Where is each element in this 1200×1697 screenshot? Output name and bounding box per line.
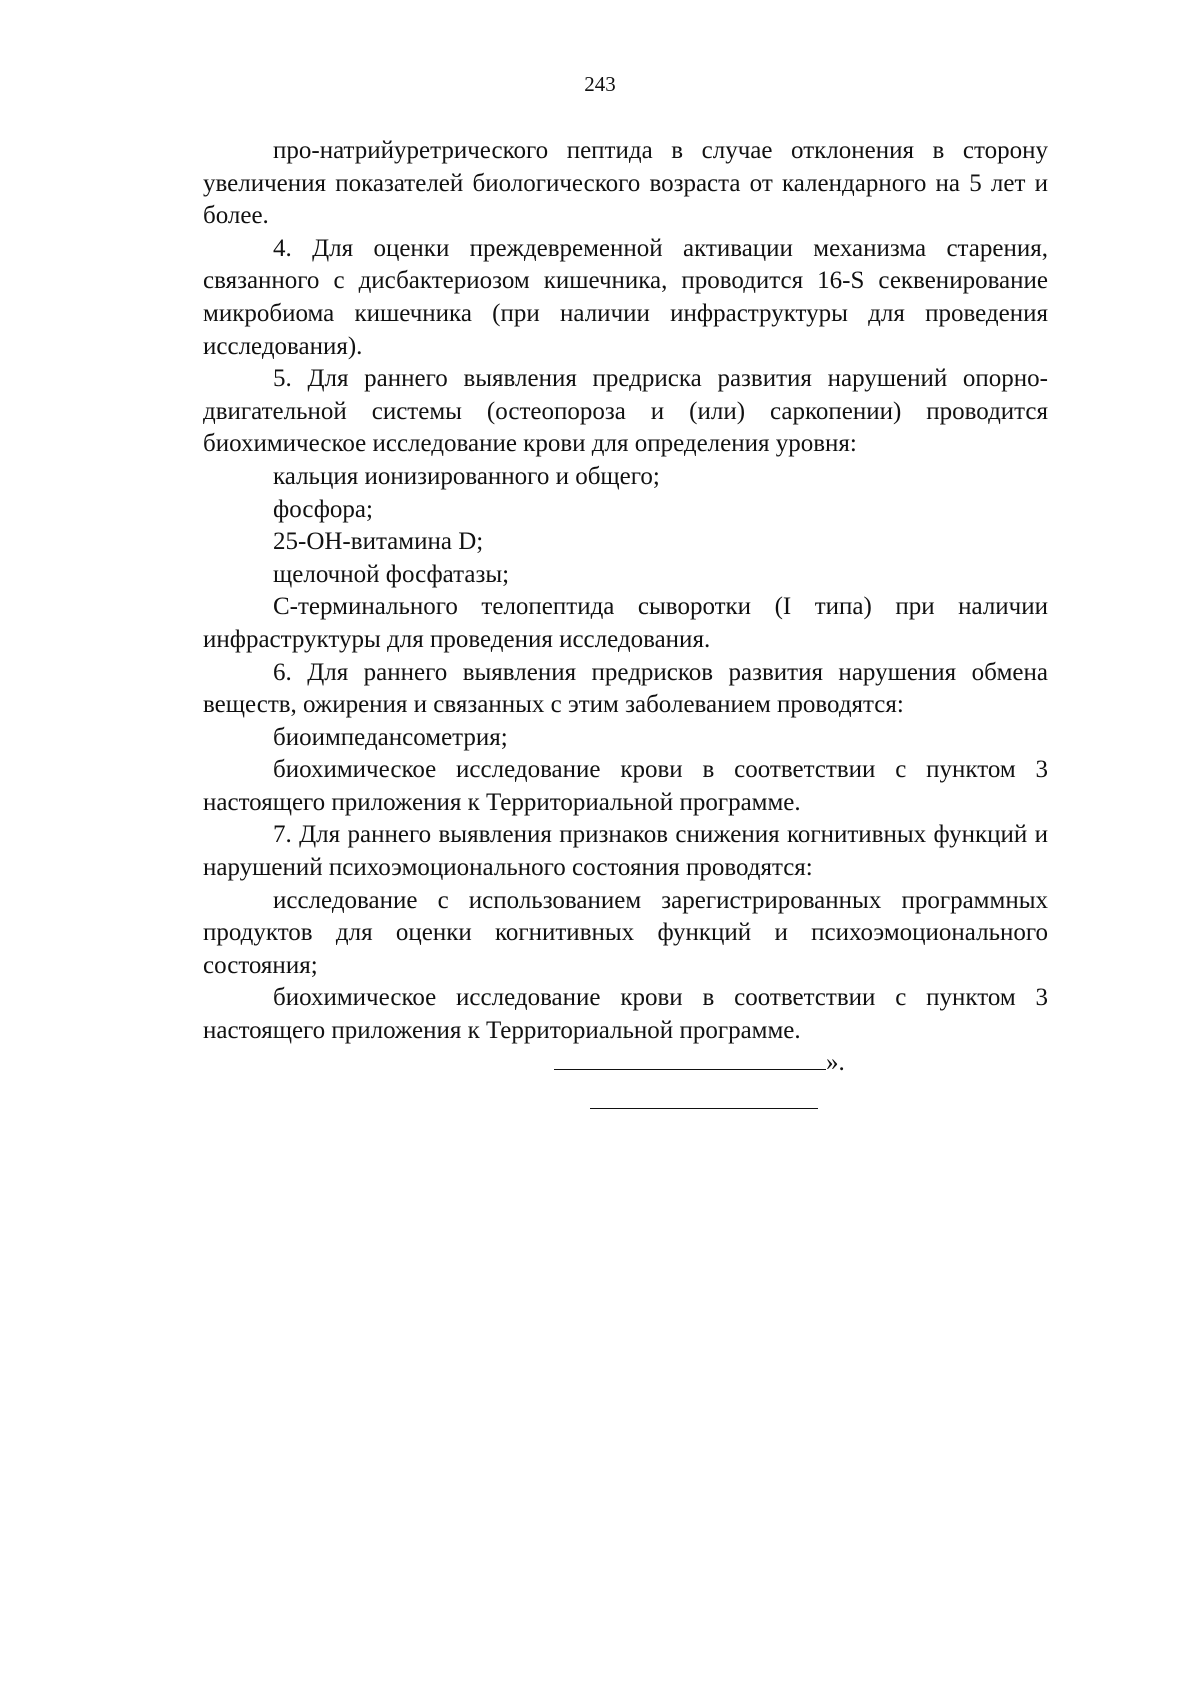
paragraph-item-5: 5. Для раннего выявления предриска развития нарушений опорно-двигательной системы (остеопороза и (или) саркопении) проводится биохимическое исследование крови для определения уровня:	[203, 365, 1048, 458]
list-item-calcium: кальция ионизированного и общего;	[273, 462, 660, 490]
page-number: 243	[584, 72, 616, 96]
paragraph-item-6: 6. Для раннего выявления предрисков развития нарушения обмена веществ, ожирения и связанных с этим заболеванием проводятся:	[203, 658, 1048, 719]
list-item-c-telopeptide: С-терминального телопептида сыворотки (I типа) при наличии инфраструктуры для проведения исследования.	[203, 593, 1048, 653]
document-body	[203, 135, 1048, 1048]
paragraph-continuation: про-натрийуретрического пептида в случае отклонения в сторону увеличения показателей биологического возраста от календарного на 5 лет и более.	[203, 137, 1048, 230]
closing-quote-mark: ».	[826, 1049, 845, 1076]
list-item-blood-biochem-7: биохимическое исследование крови в соответствии с пунктом 3 настоящего приложения к Территориальной программе.	[203, 984, 1048, 1045]
list-item-blood-biochem-6: биохимическое исследование крови в соответствии с пунктом 3 настоящего приложения к Территориальной программе.	[203, 756, 1048, 816]
paragraph-item-7: 7. Для раннего выявления признаков снижения когнитивных функций и нарушений психоэмоционального состояния проводятся:	[203, 821, 1048, 882]
paragraph-item-4: 4. Для оценки преждевременной активации механизма старения, связанного с дисбактериозом кишечника, проводится 16-S секвенирование микробиома кишечника (при наличии инфраструктуры для проведения исследования).	[203, 234, 1048, 360]
list-item-bioimpedance: биоимпедансометрия;	[273, 723, 508, 751]
document-end-rule	[590, 1108, 818, 1109]
list-item-vitamin-d: 25-ОН-витамина D;	[273, 528, 484, 556]
signature-rule	[554, 1047, 826, 1070]
list-item-cognitive-software: исследование с использованием зарегистрированных программных продуктов для оценки когнитивных функций и психоэмоционального состояния;	[203, 886, 1048, 979]
closing-quote-line	[554, 1047, 845, 1078]
list-item-phosphorus: фосфора;	[273, 495, 373, 523]
list-item-alkaline-phosphatase: щелочной фосфатазы;	[273, 560, 510, 588]
